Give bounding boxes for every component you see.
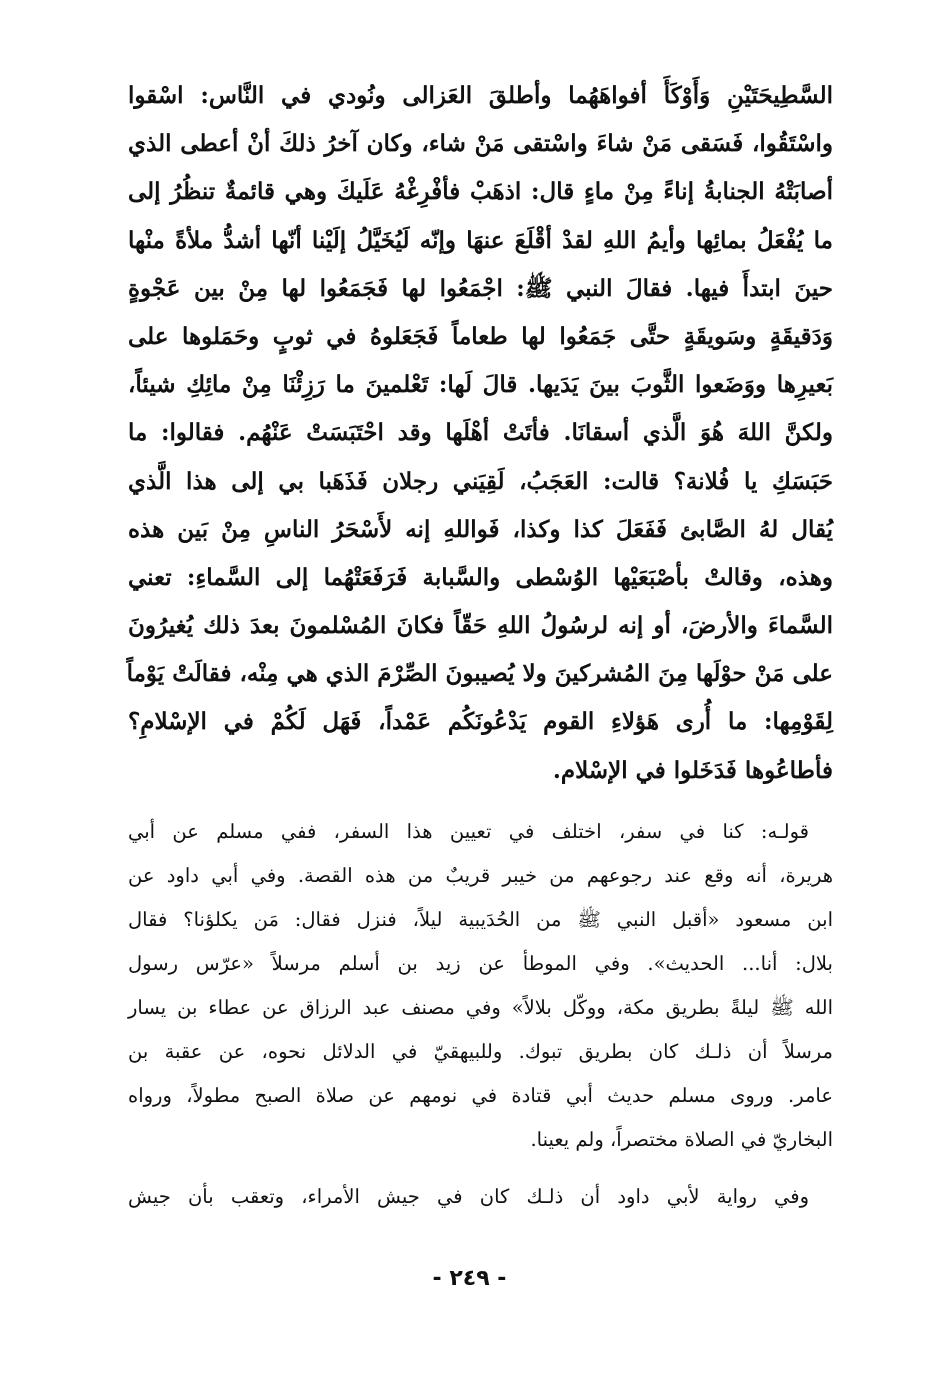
commentary-line: ابن مسعود «أقبل النبي ﷺ من الحُدَيبية ليلاً، فنزل فقال: مَن يكلؤنا؟ فقال [128,908,833,931]
commentary-line: بلال: أنا... الحديث». وفي الموطأ عن زيد بن أسلم مرسلاً «عرّس رسول [128,952,833,975]
main-line: بَعيرِها ووَضَعوا الثَّوبَ بينَ يَدَيها. قالَ لَها: تَعْلمينَ ما رَزِئْنَا مِنْ مائِكِ شيئاً، [128,371,833,399]
commentary-line: وفي رواية لأبي داود أن ذلـك كان في جيش الأمراء، وتعقب بأن جيش [128,1185,809,1208]
main-line: على مَنْ حوْلَها مِنَ المُشركينَ ولا يُصيبونَ الصِّرْمَ الذي هي مِنْه، فقالَتْ يَوْماً [126,660,833,688]
main-text-block [128,72,833,795]
commentary-line: عامر. وروى مسلم حديث أبي قتادة في نومهم عن صلاة الصبح مطولاً، ورواه [128,1084,833,1107]
main-line: وهذه، وقالتْ بأصْبَعَيْها الوُسْطى والسَّبابة فَرَفَعَتْهُما إلى السَّماءِ: تعني [128,563,833,591]
main-line: واسْتَقُوا، فَسَقى مَنْ شاءَ واسْتقى مَنْ شاء، وكان آخرُ ذلكَ أنْ أعطى الذي [128,130,833,158]
commentary-block [128,810,833,1162]
main-line: حَبَسَكِ يا فُلانة؟ قالت: العَجَبُ، لَقِيَني رجلان فَذَهَبا بي إلى هذا الَّذي [128,467,833,495]
main-line: ما يُفْعَلُ بمائِها وأيمُ اللهِ لقدْ أقْلَعَ عنهَا وإنّه لَيُخَيَّلُ إلَيْنا أنّها أشدُّ ملأةً منْها [128,226,833,254]
main-line: السَّطِيحَتَيْنِ وَأَوْكَأَ أفواهَهُما وأطلقَ العَزالى ونُودي في النَّاس: اسْقوا [128,82,833,109]
commentary-line: الله ﷺ ليلةً بطريق مكة، ووكّل بلالاً» وفي مصنف عبد الرزاق عن عطاء بن يسار [128,996,833,1019]
commentary-line: قولـه: كنا في سفر، اختلف في تعيين هذا السفر، ففي مسلم عن أبي [128,820,809,843]
commentary-paragraph-2 [128,1175,833,1219]
commentary-line: مرسلاً أن ذلـك كان بطريق تبوك. وللبيهقيّ في الدلائل نحوه، عن عقبة بن [128,1040,833,1063]
main-line: يُقال لهُ الصَّابئ فَفَعَلَ كذا وكذا، فَواللهِ إنه لأَسْحَرُ الناسِ مِنْ بَين هذه [128,515,833,543]
main-line: فأطاعُوها فَدَخَلوا في الإسْلام. [552,756,833,784]
main-line: أصابَتْهُ الجنابةُ إناءً مِنْ ماءٍ قال: اذهَبْ فأفْرِغْهُ عَلَيكَ وهي قائمةٌ تنظُرُ إلى [128,178,833,206]
main-line: لِقَوْمِها: ما أُرى هَؤلاءِ القوم يَدْعُونَكُم عَمْداً، فَهَل لَكُمْ في الإسْلامِ؟ [128,708,833,736]
commentary-line: البخاريّ في الصلاة مختصراً، ولم يعينا. [530,1128,833,1151]
main-line: وَدَقيقَةٍ وسَويقَةٍ حتَّى جَمَعُوا لها طعاماً فَجَعَلوهُ في ثوبٍ وحَمَلوها على [128,322,833,350]
commentary-line: هريرة، أنه وقع عند رجوعهم من خيبر قريبٌ من هذه القصة. وفي أبي داود عن [128,864,833,887]
page-number: - ٢٤٩ - [432,1266,507,1291]
main-line: ولكنَّ اللهَ هُوَ الَّذي أسقانَا. فأتَتْ أهْلَها وقد احْتَبَسَتْ عَنْهُم. فقالوا: ما [128,419,833,447]
main-line: حينَ ابتدأَ فيها. فقالَ النبي ﷺ: اجْمَعُوا لها فَجَمَعُوا لها مِنْ بين عَجْوةٍ [128,274,833,302]
main-line: السَّماءَ والأرضَ، أو إنه لرسُولُ اللهِ حَقّاً فكانَ المُسْلمونَ بعدَ ذلك يُغيرُونَ [128,612,833,640]
